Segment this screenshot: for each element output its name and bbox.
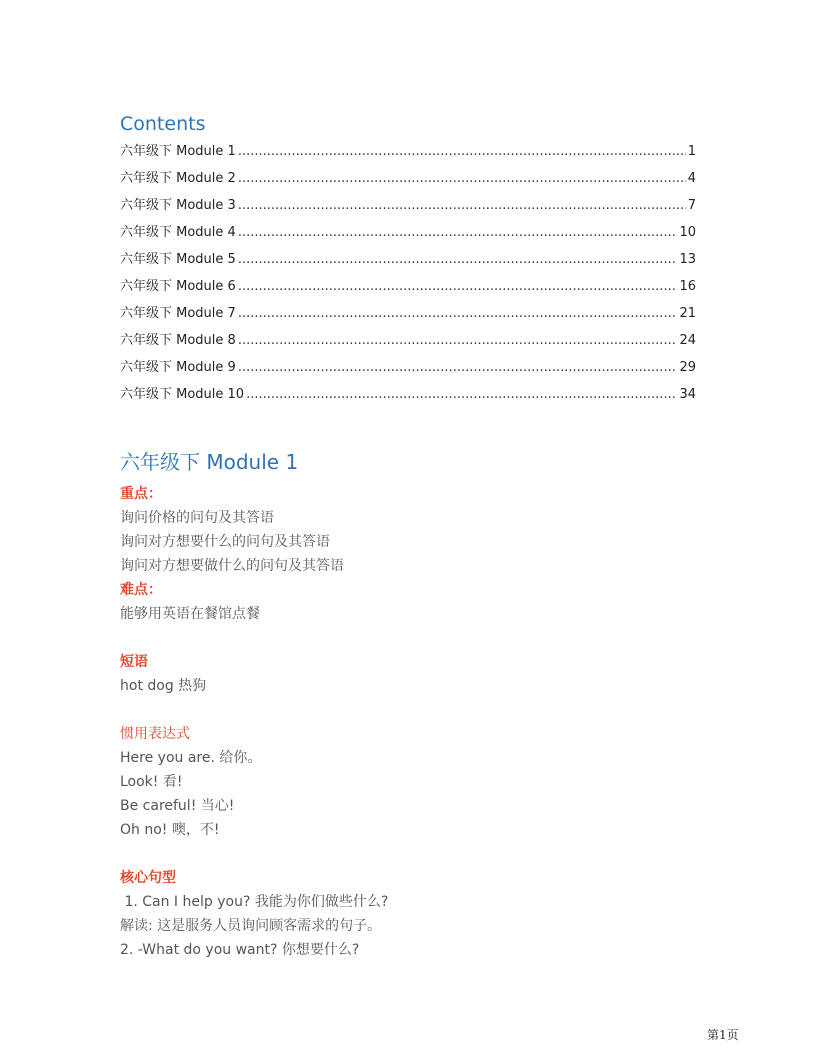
core-sentence-item: 1. Can I help you? 我能为你们做些什么? [120,894,389,910]
toc-entry-page: 4 [687,171,696,186]
key-point-item: 询问对方想要做什么的问句及其答语 [120,558,344,574]
toc-entry-label: 六年级下 Module 2 [120,171,236,186]
spacer [120,626,700,650]
spacer [120,842,700,866]
toc-entry-label: 六年级下 Module 10 [120,387,245,402]
key-points-heading: 重点： [120,486,162,502]
page-number: 第1页 [707,1028,739,1042]
toc-leader-dots [238,171,686,186]
toc-title: Contents [120,113,206,135]
toc-entry[interactable] [120,329,696,356]
toc-leader-dots [238,360,678,375]
toc-entry-page: 21 [679,306,696,321]
table-of-contents [120,140,696,410]
toc-leader-dots [238,333,678,348]
toc-leader-dots [238,252,678,267]
toc-entry-page: 10 [679,225,696,240]
toc-leader-dots [238,198,686,213]
toc-entry-label: 六年级下 Module 7 [120,306,236,321]
toc-entry-label: 六年级下 Module 5 [120,252,236,267]
toc-entry-label: 六年级下 Module 8 [120,333,236,348]
spacer [120,698,700,722]
difficult-point-item: 能够用英语在餐馆点餐 [120,606,260,622]
core-sentences-heading: 核心句型 [120,870,176,886]
toc-entry[interactable] [120,383,696,410]
phrases-heading: 短语 [120,654,148,670]
toc-entry[interactable] [120,302,696,329]
toc-entry[interactable] [120,140,696,167]
toc-entry-page: 29 [679,360,696,375]
toc-entry-page: 16 [679,279,696,294]
toc-entry-label: 六年级下 Module 6 [120,279,236,294]
toc-entry[interactable] [120,221,696,248]
toc-entry[interactable] [120,167,696,194]
toc-entry-page: 7 [687,198,696,213]
toc-entry-page: 34 [679,387,696,402]
toc-entry-label: 六年级下 Module 3 [120,198,236,213]
expression-item: Oh no! 噢，不! [120,822,220,838]
toc-entry-page: 1 [687,144,696,159]
toc-entry-label: 六年级下 Module 1 [120,144,236,159]
core-sentence-item: 2. -What do you want? 你想要什么? [120,942,360,958]
toc-entry[interactable] [120,248,696,275]
toc-leader-dots [238,279,678,294]
expression-item: Look! 看! [120,774,183,790]
toc-leader-dots [238,144,686,159]
toc-leader-dots [238,306,678,321]
core-sentence-item: 解读: 这是服务人员询问顾客需求的句子。 [120,918,382,934]
module-title: 六年级下 Module 1 [120,450,299,474]
key-point-item: 询问对方想要什么的问句及其答语 [120,534,330,550]
toc-entry-label: 六年级下 Module 4 [120,225,236,240]
expressions-heading: 惯用表达式 [120,726,190,742]
toc-leader-dots [246,387,677,402]
toc-entry-page: 24 [679,333,696,348]
difficult-points-heading: 难点： [120,582,162,598]
expression-item: Be careful! 当心! [120,798,235,814]
toc-entry[interactable] [120,356,696,383]
toc-entry[interactable] [120,194,696,221]
phrase-item: hot dog 热狗 [120,678,207,694]
toc-entry[interactable] [120,275,696,302]
toc-entry-label: 六年级下 Module 9 [120,360,236,375]
expression-item: Here you are. 给你。 [120,750,262,766]
toc-leader-dots [238,225,678,240]
toc-entry-page: 13 [679,252,696,267]
module-section [120,447,700,962]
key-point-item: 询问价格的问句及其答语 [120,510,274,526]
